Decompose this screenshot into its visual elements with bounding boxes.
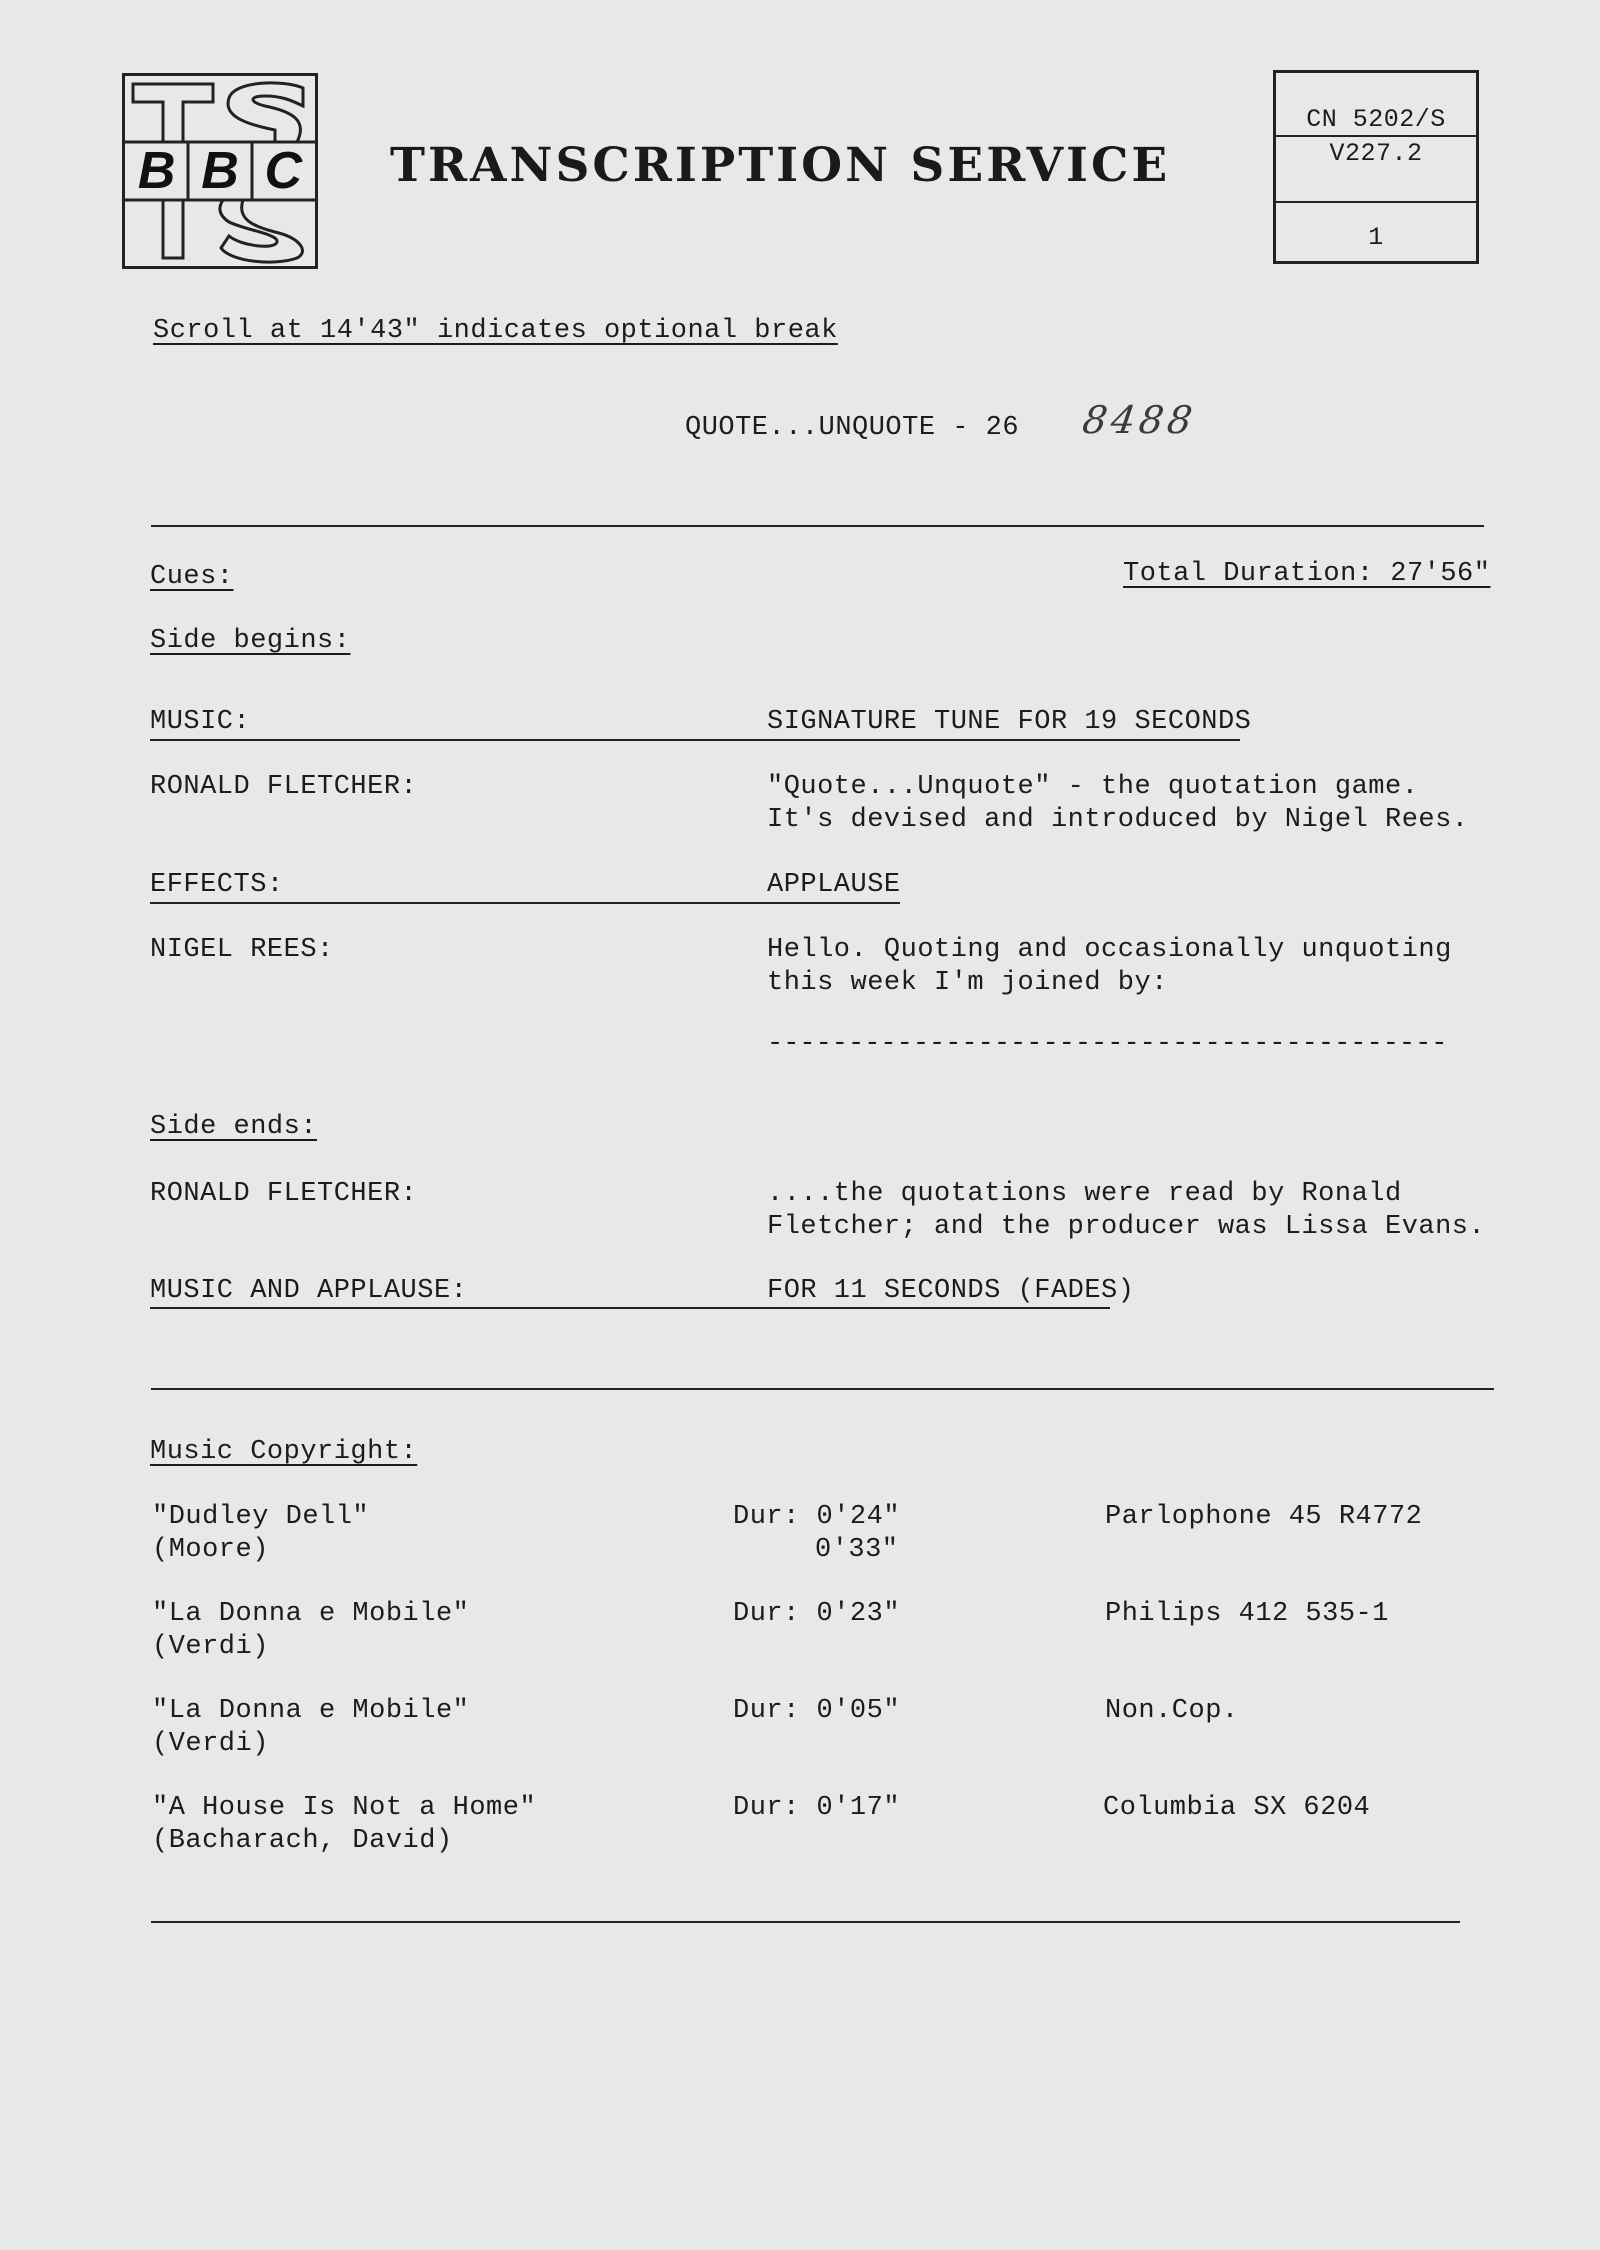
track-title: "La Donna e Mobile" xyxy=(152,1696,470,1726)
divider-rule xyxy=(151,525,1484,527)
cue-text: SIGNATURE TUNE FOR 19 SECONDS xyxy=(767,707,1252,737)
divider-rule xyxy=(151,1388,1494,1390)
cue-underline xyxy=(150,1307,1110,1309)
track-composer: (Bacharach, David) xyxy=(152,1826,453,1856)
track-title: "La Donna e Mobile" xyxy=(152,1599,470,1629)
page-number: 1 xyxy=(1368,223,1384,252)
bbc-wordmark xyxy=(125,142,315,200)
record-label: Philips 412 535-1 xyxy=(1105,1599,1389,1629)
track-duration: Dur: 0'05" xyxy=(733,1696,901,1726)
catalogue-number: CN 5202/S xyxy=(1306,105,1446,134)
track-duration: Dur: 0'24" xyxy=(733,1502,901,1532)
cues-label: Cues: xyxy=(150,562,234,592)
cue-text: Fletcher; and the producer was Lissa Evans. xyxy=(767,1212,1486,1242)
handwritten-number: 8488 xyxy=(1079,398,1199,442)
cue-underline xyxy=(150,739,1240,741)
cue-speaker: RONALD FLETCHER: xyxy=(150,1179,418,1209)
logo-letter: B xyxy=(137,142,176,200)
bbc-transcription-logo xyxy=(122,73,318,269)
cue-speaker: RONALD FLETCHER: xyxy=(150,772,418,802)
cue-underline xyxy=(150,902,900,904)
cue-speaker: EFFECTS: xyxy=(150,870,284,900)
track-duration: Dur: 0'23" xyxy=(733,1599,901,1629)
dash-line: ------------------------------------------ xyxy=(767,1029,1448,1059)
cue-text: ....the quotations were read by Ronald xyxy=(767,1179,1402,1209)
track-composer: (Verdi) xyxy=(152,1632,269,1662)
track-title: "Dudley Dell" xyxy=(152,1502,370,1532)
side-begins-label: Side begins: xyxy=(150,626,351,656)
cue-text: FOR 11 SECONDS (FADES) xyxy=(767,1276,1135,1306)
cue-text: this week I'm joined by: xyxy=(767,968,1168,998)
record-label: Columbia SX 6204 xyxy=(1103,1793,1371,1823)
total-duration: Total Duration: 27'56" xyxy=(1123,559,1491,589)
cue-text: Hello. Quoting and occasionally unquoting xyxy=(767,935,1452,965)
track-duration: Dur: 0'17" xyxy=(733,1793,901,1823)
version-number: V227.2 xyxy=(1329,139,1423,168)
ref-box-divider xyxy=(1276,201,1476,203)
cue-text: APPLAUSE xyxy=(767,870,901,900)
track-duration-alt: 0'33" xyxy=(815,1535,899,1565)
divider-rule xyxy=(151,1921,1460,1923)
reference-box xyxy=(1273,70,1479,264)
track-composer: (Verdi) xyxy=(152,1729,269,1759)
music-copyright-label: Music Copyright: xyxy=(150,1437,418,1467)
scroll-note: Scroll at 14'43" indicates optional break xyxy=(153,316,838,346)
record-label: Parlophone 45 R4772 xyxy=(1105,1502,1423,1532)
record-label: Non.Cop. xyxy=(1105,1696,1239,1726)
logo-letter: C xyxy=(264,142,303,200)
cue-speaker: MUSIC: xyxy=(150,707,251,737)
side-ends-label: Side ends: xyxy=(150,1112,318,1142)
track-composer: (Moore) xyxy=(152,1535,269,1565)
cue-text: "Quote...Unquote" - the quotation game. xyxy=(767,772,1419,802)
track-title: "A House Is Not a Home" xyxy=(152,1793,537,1823)
programme-title: QUOTE...UNQUOTE - 26 xyxy=(685,413,1020,443)
cue-speaker: MUSIC AND APPLAUSE: xyxy=(150,1276,468,1306)
service-title: TRANSCRIPTION SERVICE xyxy=(390,138,1171,193)
cue-text: It's devised and introduced by Nigel Rees. xyxy=(767,805,1469,835)
cue-speaker: NIGEL REES: xyxy=(150,935,334,965)
logo-letter: B xyxy=(201,142,239,200)
